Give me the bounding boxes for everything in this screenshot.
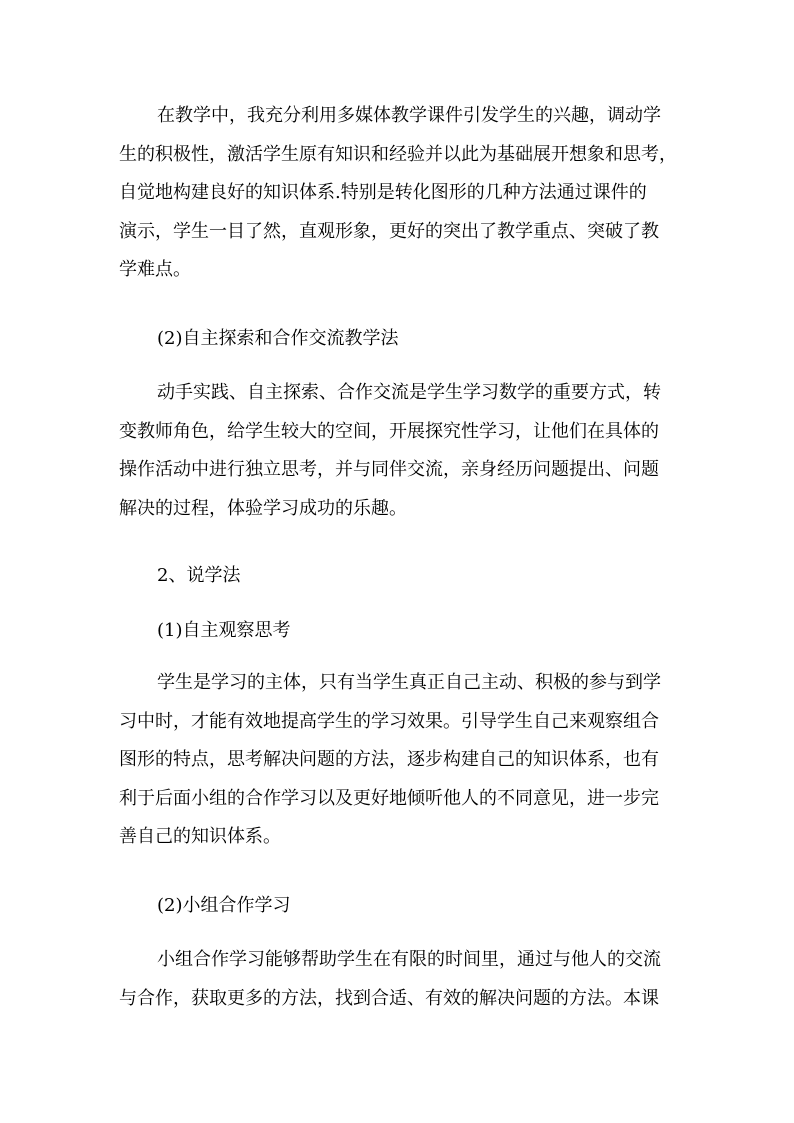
heading-text: (2)小组合作学习 <box>157 895 291 916</box>
text-line: 学难点。 <box>119 259 191 281</box>
text-line: 解决的过程，体验学习成功的乐趣。 <box>119 497 407 519</box>
text-line: 图形的特点，思考解决问题的方法，逐步构建自己的知识体系，也有 <box>119 749 659 771</box>
text-line: 与合作，获取更多的方法，找到合适、有效的解决问题的方法。本课 <box>119 987 659 1009</box>
text-line: 习中时，才能有效地提高学生的学习效果。引导学生自己来观察组合 <box>119 710 659 732</box>
text-line: 操作活动中进行独立思考，并与同伴交流，亲身经历问题提出、问题 <box>119 459 659 481</box>
heading-self-observation <box>119 612 685 651</box>
heading-text: (1)自主观察思考 <box>157 620 291 641</box>
heading-self-exploration-method <box>119 320 685 359</box>
text-line: 学生是学习的主体，只有当学生真正自己主动、积极的参与到学 <box>157 672 661 693</box>
text-line: 变教师角色，给学生较大的空间，开展探究性学习，让他们在具体的 <box>119 420 659 442</box>
paragraph-multimedia-teaching <box>119 97 685 290</box>
paragraph-student-subject <box>119 664 685 857</box>
heading-learning-method <box>119 557 685 596</box>
paragraph-hands-on-practice <box>119 374 685 528</box>
text-line: 生的积极性，激活学生原有知识和经验并以此为基础展开想象和思考， <box>119 143 677 165</box>
text-line: 利于后面小组的合作学习以及更好地倾听他人的不同意见，进一步完 <box>119 787 659 809</box>
heading-text: (2)自主探索和合作交流教学法 <box>157 328 399 349</box>
heading-group-cooperation <box>119 887 685 926</box>
heading-text: 2、说学法 <box>157 565 241 586</box>
text-line: 在教学中，我充分利用多媒体教学课件引发学生的兴趣，调动学 <box>157 105 661 126</box>
text-line: 自觉地构建良好的知识体系.特别是转化图形的几种方法通过课件的 <box>119 182 647 204</box>
text-line: 小组合作学习能够帮助学生在有限的时间里，通过与他人的交流 <box>157 949 661 970</box>
paragraph-group-learning <box>119 941 685 1018</box>
text-line: 善自己的知识体系。 <box>119 826 281 848</box>
text-line: 演示，学生一目了然，直观形象，更好的突出了教学重点、突破了教 <box>119 220 659 242</box>
text-line: 动手实践、自主探索、合作交流是学生学习数学的重要方式，转 <box>157 382 661 403</box>
